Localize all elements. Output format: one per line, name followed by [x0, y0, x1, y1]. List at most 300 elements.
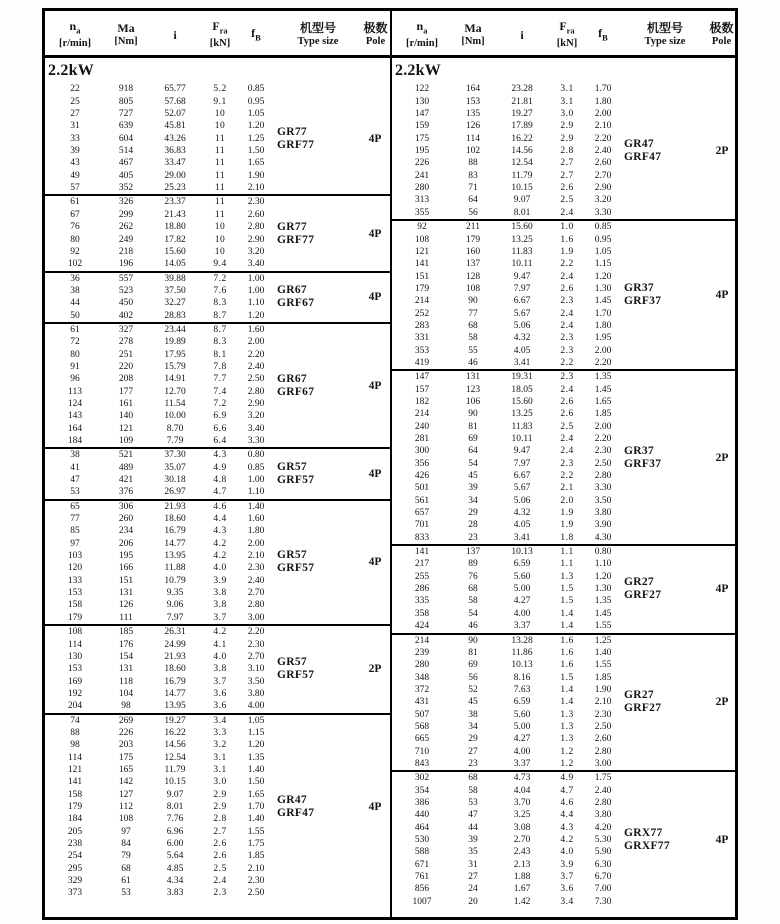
- fra-value: 4.3: [213, 526, 227, 537]
- fb-value: 1.80: [247, 526, 265, 537]
- table-row: [45, 246, 390, 258]
- na-value: 121: [67, 764, 83, 775]
- na-value: 108: [67, 627, 83, 638]
- header-symbol-text: n: [69, 19, 77, 33]
- table-row: [45, 361, 390, 373]
- table-header: [45, 11, 390, 58]
- na-value: 164: [67, 423, 83, 434]
- na-value: 141: [67, 777, 83, 788]
- ma-value: 299: [118, 209, 134, 220]
- i-value: 10.13: [511, 660, 533, 671]
- type-size-line: GRF77: [277, 233, 315, 246]
- ma-value: 402: [118, 310, 134, 321]
- fra-value: 4.1: [213, 639, 227, 650]
- fb-value: 2.80: [594, 471, 612, 482]
- na-value: 113: [68, 386, 82, 397]
- i-value: 33.47: [164, 158, 186, 169]
- fb-value: 0.95: [247, 96, 265, 107]
- na-value: 151: [414, 271, 430, 282]
- na-value: 143: [67, 411, 83, 422]
- table-row: [392, 458, 735, 470]
- fb-value: 1.80: [594, 96, 612, 107]
- header-unit: [r/min]: [58, 38, 92, 50]
- i-value: 10.79: [164, 575, 186, 586]
- ma-value: 90: [468, 296, 478, 307]
- ma-value: 123: [465, 384, 481, 395]
- type-size-label: [277, 284, 314, 310]
- na-value: 353: [414, 345, 430, 356]
- fb-value: 1.10: [594, 559, 612, 570]
- fra-value: 1.5: [560, 584, 574, 595]
- na-value: 568: [414, 721, 430, 732]
- ma-value: 127: [118, 789, 134, 800]
- fb-value: 2.10: [247, 551, 265, 562]
- i-value: 65.77: [164, 84, 186, 95]
- fb-value: 1.20: [594, 271, 612, 282]
- i-value: 5.00: [513, 721, 531, 732]
- na-value: 214: [414, 296, 430, 307]
- type-size-label: [624, 282, 661, 308]
- fra-value: 2.6: [560, 409, 574, 420]
- i-value: 16.22: [164, 727, 186, 738]
- fb-value: 1.00: [247, 475, 265, 486]
- ma-value: 56: [468, 207, 478, 218]
- fra-value: 4.7: [560, 785, 574, 796]
- i-value: 9.07: [166, 789, 184, 800]
- i-value: 5.06: [513, 320, 531, 331]
- fra-value: 3.6: [213, 701, 227, 712]
- ma-value: 64: [468, 195, 478, 206]
- fb-value: 1.50: [247, 777, 265, 788]
- header-symbol-text: i: [520, 27, 524, 42]
- table-row: [45, 449, 390, 461]
- type-size-label: [277, 373, 314, 399]
- ma-value: 249: [118, 234, 134, 245]
- na-value: 192: [67, 688, 83, 699]
- table-row: [45, 789, 390, 801]
- fb-value: 0.85: [594, 222, 612, 233]
- type-size-line: GRF57: [277, 669, 315, 682]
- fb-value: 2.10: [247, 183, 265, 194]
- fra-value: 3.0: [213, 777, 227, 788]
- na-value: 53: [70, 487, 80, 498]
- fra-value: 11: [214, 197, 226, 208]
- header-symbol-subscript: a: [423, 25, 428, 36]
- na-value: 252: [414, 308, 430, 319]
- i-value: 11.79: [164, 764, 186, 775]
- pole-label: 4P: [715, 834, 729, 847]
- ma-value: 176: [118, 639, 134, 650]
- i-value: 18.60: [164, 514, 186, 525]
- table-row: [392, 320, 735, 332]
- fra-value: 2.6: [213, 839, 227, 850]
- ma-value: 88: [468, 158, 478, 169]
- ma-value: 179: [465, 234, 481, 245]
- na-value: 85: [70, 526, 80, 537]
- na-value: 25: [70, 96, 80, 107]
- fra-value: 6.9: [213, 411, 227, 422]
- fb-value: 0.80: [247, 450, 265, 461]
- table-row: [45, 234, 390, 246]
- fra-value: 4.2: [213, 538, 227, 549]
- header-unit: [kN]: [209, 38, 231, 50]
- ma-value: 112: [119, 801, 133, 812]
- table-row: [45, 838, 390, 850]
- i-value: 5.60: [513, 709, 531, 720]
- fb-value: 1.30: [594, 283, 612, 294]
- fb-value: 6.70: [594, 872, 612, 883]
- na-value: 280: [414, 660, 430, 671]
- fra-value: 1.6: [560, 660, 574, 671]
- i-value: 14.56: [511, 146, 533, 157]
- fb-value: 1.85: [594, 672, 612, 683]
- fra-value: 1.0: [560, 222, 574, 233]
- na-value: 665: [414, 734, 430, 745]
- i-value: 4.27: [513, 596, 531, 607]
- na-value: 124: [67, 398, 83, 409]
- na-value: 358: [414, 608, 430, 619]
- i-value: 25.23: [164, 183, 186, 194]
- table-row: [392, 785, 735, 797]
- ma-value: 34: [468, 721, 478, 732]
- fra-value: 2.8: [213, 814, 227, 825]
- na-value: 372: [414, 684, 430, 695]
- table-row: [45, 410, 390, 422]
- i-value: 3.83: [166, 888, 184, 899]
- na-value: 74: [70, 715, 80, 726]
- fb-value: 1.20: [247, 310, 265, 321]
- fb-value: 1.20: [247, 121, 265, 132]
- right-table: [390, 11, 735, 917]
- fra-value: 2.7: [560, 158, 574, 169]
- i-value: 12.54: [164, 752, 186, 763]
- table-row: [392, 470, 735, 482]
- header-symbol-text: Ma: [464, 21, 482, 36]
- ma-value: 102: [465, 146, 481, 157]
- na-value: 588: [414, 847, 430, 858]
- ma-value: 23: [468, 532, 478, 543]
- na-value: 80: [70, 349, 80, 360]
- i-value: 9.07: [513, 195, 531, 206]
- table-row: [392, 433, 735, 445]
- fra-value: 2.4: [560, 320, 574, 331]
- fra-value: 4.6: [560, 797, 574, 808]
- na-value: 98: [70, 740, 80, 751]
- table-row: [45, 258, 390, 270]
- na-value: 856: [414, 884, 430, 895]
- na-value: 92: [70, 246, 80, 257]
- spec-section: [392, 219, 735, 369]
- ma-value: 153: [465, 96, 481, 107]
- fra-value: 1.3: [560, 709, 574, 720]
- ma-value: 195: [118, 551, 134, 562]
- fb-value: 4.00: [247, 701, 265, 712]
- ma-value: 58: [468, 596, 478, 607]
- table-row: [392, 182, 735, 194]
- ma-value: 262: [118, 222, 134, 233]
- fra-value: 2.2: [560, 357, 574, 368]
- type-size-line: GR77: [277, 220, 307, 233]
- na-value: 204: [67, 701, 83, 712]
- ma-value: 206: [118, 538, 134, 549]
- type-size-label: [277, 549, 314, 575]
- fra-value: 11: [214, 183, 226, 194]
- type-size-line: GRF67: [277, 297, 315, 310]
- fb-value: 1.25: [247, 133, 265, 144]
- fra-value: 4.0: [560, 847, 574, 858]
- table-row: [392, 445, 735, 457]
- i-value: 15.60: [511, 222, 533, 233]
- ma-value: 639: [118, 121, 134, 132]
- fb-value: 2.40: [594, 785, 612, 796]
- table-row: [392, 721, 735, 733]
- ma-value: 84: [121, 839, 131, 850]
- fra-value: 2.4: [560, 207, 574, 218]
- fra-value: 4.2: [213, 551, 227, 562]
- i-value: 19.27: [164, 715, 186, 726]
- fb-value: 3.00: [247, 612, 265, 623]
- header-symbol: [361, 21, 390, 35]
- ma-value: 128: [465, 271, 481, 282]
- fb-value: 2.40: [594, 146, 612, 157]
- fra-value: 8.3: [213, 298, 227, 309]
- i-value: 21.81: [511, 96, 533, 107]
- table-row: [45, 764, 390, 776]
- i-value: 19.89: [164, 337, 186, 348]
- table-row: [45, 801, 390, 813]
- table-row: [392, 234, 735, 246]
- table-row: [392, 408, 735, 420]
- na-value: 147: [414, 372, 430, 383]
- table-row: [392, 758, 735, 770]
- table-row: [392, 83, 735, 95]
- ma-value: 278: [118, 337, 134, 348]
- header-symbol-subscript: ra: [566, 25, 575, 36]
- table-row: [45, 108, 390, 120]
- fra-value: 2.2: [560, 259, 574, 270]
- na-value: 114: [68, 639, 82, 650]
- i-value: 3.08: [513, 822, 531, 833]
- table-body: [392, 83, 735, 908]
- fb-value: 1.15: [594, 259, 612, 270]
- ma-value: 29: [468, 508, 478, 519]
- na-value: 44: [70, 298, 80, 309]
- header-unit: Pole: [365, 36, 386, 48]
- na-value: 38: [70, 450, 80, 461]
- fb-value: 2.40: [247, 575, 265, 586]
- fra-value: 11: [214, 158, 226, 169]
- fra-value: 9.4: [213, 259, 227, 270]
- i-value: 17.95: [164, 349, 186, 360]
- fra-value: 2.3: [560, 458, 574, 469]
- na-value: 50: [70, 310, 80, 321]
- fb-value: 1.45: [594, 296, 612, 307]
- na-value: 121: [414, 246, 430, 257]
- ma-value: 81: [468, 647, 478, 658]
- fb-value: 2.80: [247, 600, 265, 611]
- ma-value: 137: [465, 547, 481, 558]
- ma-value: 55: [468, 345, 478, 356]
- na-value: 43: [70, 158, 80, 169]
- i-value: 43.26: [164, 133, 186, 144]
- na-value: 49: [70, 170, 80, 181]
- ma-value: 203: [118, 740, 134, 751]
- fra-value: 1.5: [560, 672, 574, 683]
- table-row: [45, 297, 390, 309]
- fb-value: 1.85: [247, 851, 265, 862]
- fra-value: 3.8: [213, 588, 227, 599]
- ma-value: 175: [118, 752, 134, 763]
- table-row: [45, 145, 390, 157]
- type-size-line: GR67: [277, 284, 307, 297]
- na-value: 92: [417, 222, 427, 233]
- column-header-ma: [452, 21, 494, 48]
- na-value: 239: [414, 647, 430, 658]
- table-row: [45, 863, 390, 875]
- column-header-fra: [550, 19, 584, 50]
- table-row: [45, 170, 390, 182]
- table-row: [45, 435, 390, 447]
- i-value: 2.70: [513, 835, 531, 846]
- ma-value: 23: [468, 758, 478, 769]
- i-value: 24.99: [164, 639, 186, 650]
- i-value: 9.35: [166, 588, 184, 599]
- type-size-line: GR67: [277, 372, 307, 385]
- ma-value: 54: [468, 608, 478, 619]
- table-row: [392, 595, 735, 607]
- fb-value: 1.70: [594, 308, 612, 319]
- table-row: [392, 822, 735, 834]
- fb-value: 2.60: [247, 209, 265, 220]
- header-symbol-text: f: [251, 25, 256, 40]
- fb-value: 2.00: [594, 345, 612, 356]
- i-value: 29.00: [164, 170, 186, 181]
- header-symbol: [708, 21, 735, 35]
- fra-value: 1.3: [560, 734, 574, 745]
- table-row: [392, 797, 735, 809]
- fb-value: 0.80: [594, 547, 612, 558]
- fra-value: 2.8: [560, 146, 574, 157]
- na-value: 355: [414, 207, 430, 218]
- fb-value: 1.45: [594, 608, 612, 619]
- power-label: 2.2kW: [395, 62, 441, 80]
- column-header-fb: [584, 26, 622, 44]
- header-symbol: [275, 21, 361, 35]
- fra-value: 7.2: [213, 273, 227, 284]
- na-value: 122: [414, 84, 430, 95]
- spec-section: [392, 770, 735, 908]
- na-value: 97: [70, 538, 80, 549]
- i-value: 6.67: [513, 471, 531, 482]
- fb-value: 2.60: [594, 158, 612, 169]
- type-size-line: GRF47: [624, 151, 662, 164]
- i-value: 9.06: [166, 600, 184, 611]
- type-size-line: GRXF77: [624, 840, 670, 853]
- i-value: 3.25: [513, 810, 531, 821]
- table-row: [392, 709, 735, 721]
- i-value: 8.16: [513, 672, 531, 683]
- fra-value: 10: [214, 234, 226, 245]
- fra-value: 3.7: [213, 612, 227, 623]
- i-value: 5.67: [513, 308, 531, 319]
- i-value: 4.34: [166, 876, 184, 887]
- table-row: [45, 221, 390, 233]
- fb-value: 1.40: [247, 814, 265, 825]
- fra-value: 11: [214, 146, 226, 157]
- table-row: [392, 396, 735, 408]
- fb-value: 3.10: [247, 664, 265, 675]
- type-size-label: [624, 576, 661, 602]
- fb-value: 1.65: [247, 158, 265, 169]
- ma-value: 69: [468, 660, 478, 671]
- left-table: [45, 11, 390, 917]
- i-value: 23.28: [511, 84, 533, 95]
- fb-value: 3.20: [594, 195, 612, 206]
- i-value: 39.88: [164, 273, 186, 284]
- i-value: 11.88: [164, 563, 186, 574]
- i-value: 9.47: [513, 446, 531, 457]
- table-row: [392, 96, 735, 108]
- fb-value: 2.00: [247, 538, 265, 549]
- table-row: [45, 612, 390, 624]
- header-unit: Pole: [711, 36, 732, 48]
- na-value: 76: [70, 222, 80, 233]
- ma-value: 20: [468, 896, 478, 907]
- na-value: 36: [70, 273, 80, 284]
- na-value: 464: [414, 822, 430, 833]
- na-value: 280: [414, 183, 430, 194]
- na-value: 373: [67, 888, 83, 899]
- fb-value: 3.50: [247, 676, 265, 687]
- header-symbol: [203, 19, 237, 37]
- fb-value: 2.90: [247, 234, 265, 245]
- na-value: 710: [414, 746, 430, 757]
- i-value: 1.67: [513, 884, 531, 895]
- column-header-pole: [708, 21, 735, 48]
- ma-value: 918: [118, 84, 134, 95]
- ma-value: 64: [468, 446, 478, 457]
- fra-value: 2.3: [213, 888, 227, 899]
- fb-value: 1.00: [247, 285, 265, 296]
- type-size-label: [624, 827, 670, 853]
- na-value: 169: [67, 676, 83, 687]
- i-value: 11.83: [511, 421, 533, 432]
- i-value: 6.00: [166, 839, 184, 850]
- fb-value: 2.10: [594, 697, 612, 708]
- table-row: [45, 285, 390, 297]
- i-value: 4.27: [513, 734, 531, 745]
- type-size-line: GR57: [277, 656, 307, 669]
- fb-value: 1.55: [247, 826, 265, 837]
- ma-value: 137: [465, 259, 481, 270]
- na-value: 130: [67, 651, 83, 662]
- pole-label: 4P: [368, 468, 382, 481]
- ma-value: 81: [468, 421, 478, 432]
- na-value: 195: [414, 146, 430, 157]
- fra-value: 11: [214, 133, 226, 144]
- ma-value: 352: [118, 183, 134, 194]
- na-value: 440: [414, 810, 430, 821]
- fra-value: 2.4: [560, 308, 574, 319]
- ma-value: 54: [468, 458, 478, 469]
- fb-value: 7.00: [594, 884, 612, 895]
- pole-label: 2P: [368, 663, 382, 676]
- na-value: 507: [414, 709, 430, 720]
- fb-value: 1.65: [594, 396, 612, 407]
- fra-value: 2.4: [560, 446, 574, 457]
- fra-value: 10: [214, 109, 226, 120]
- na-value: 153: [67, 664, 83, 675]
